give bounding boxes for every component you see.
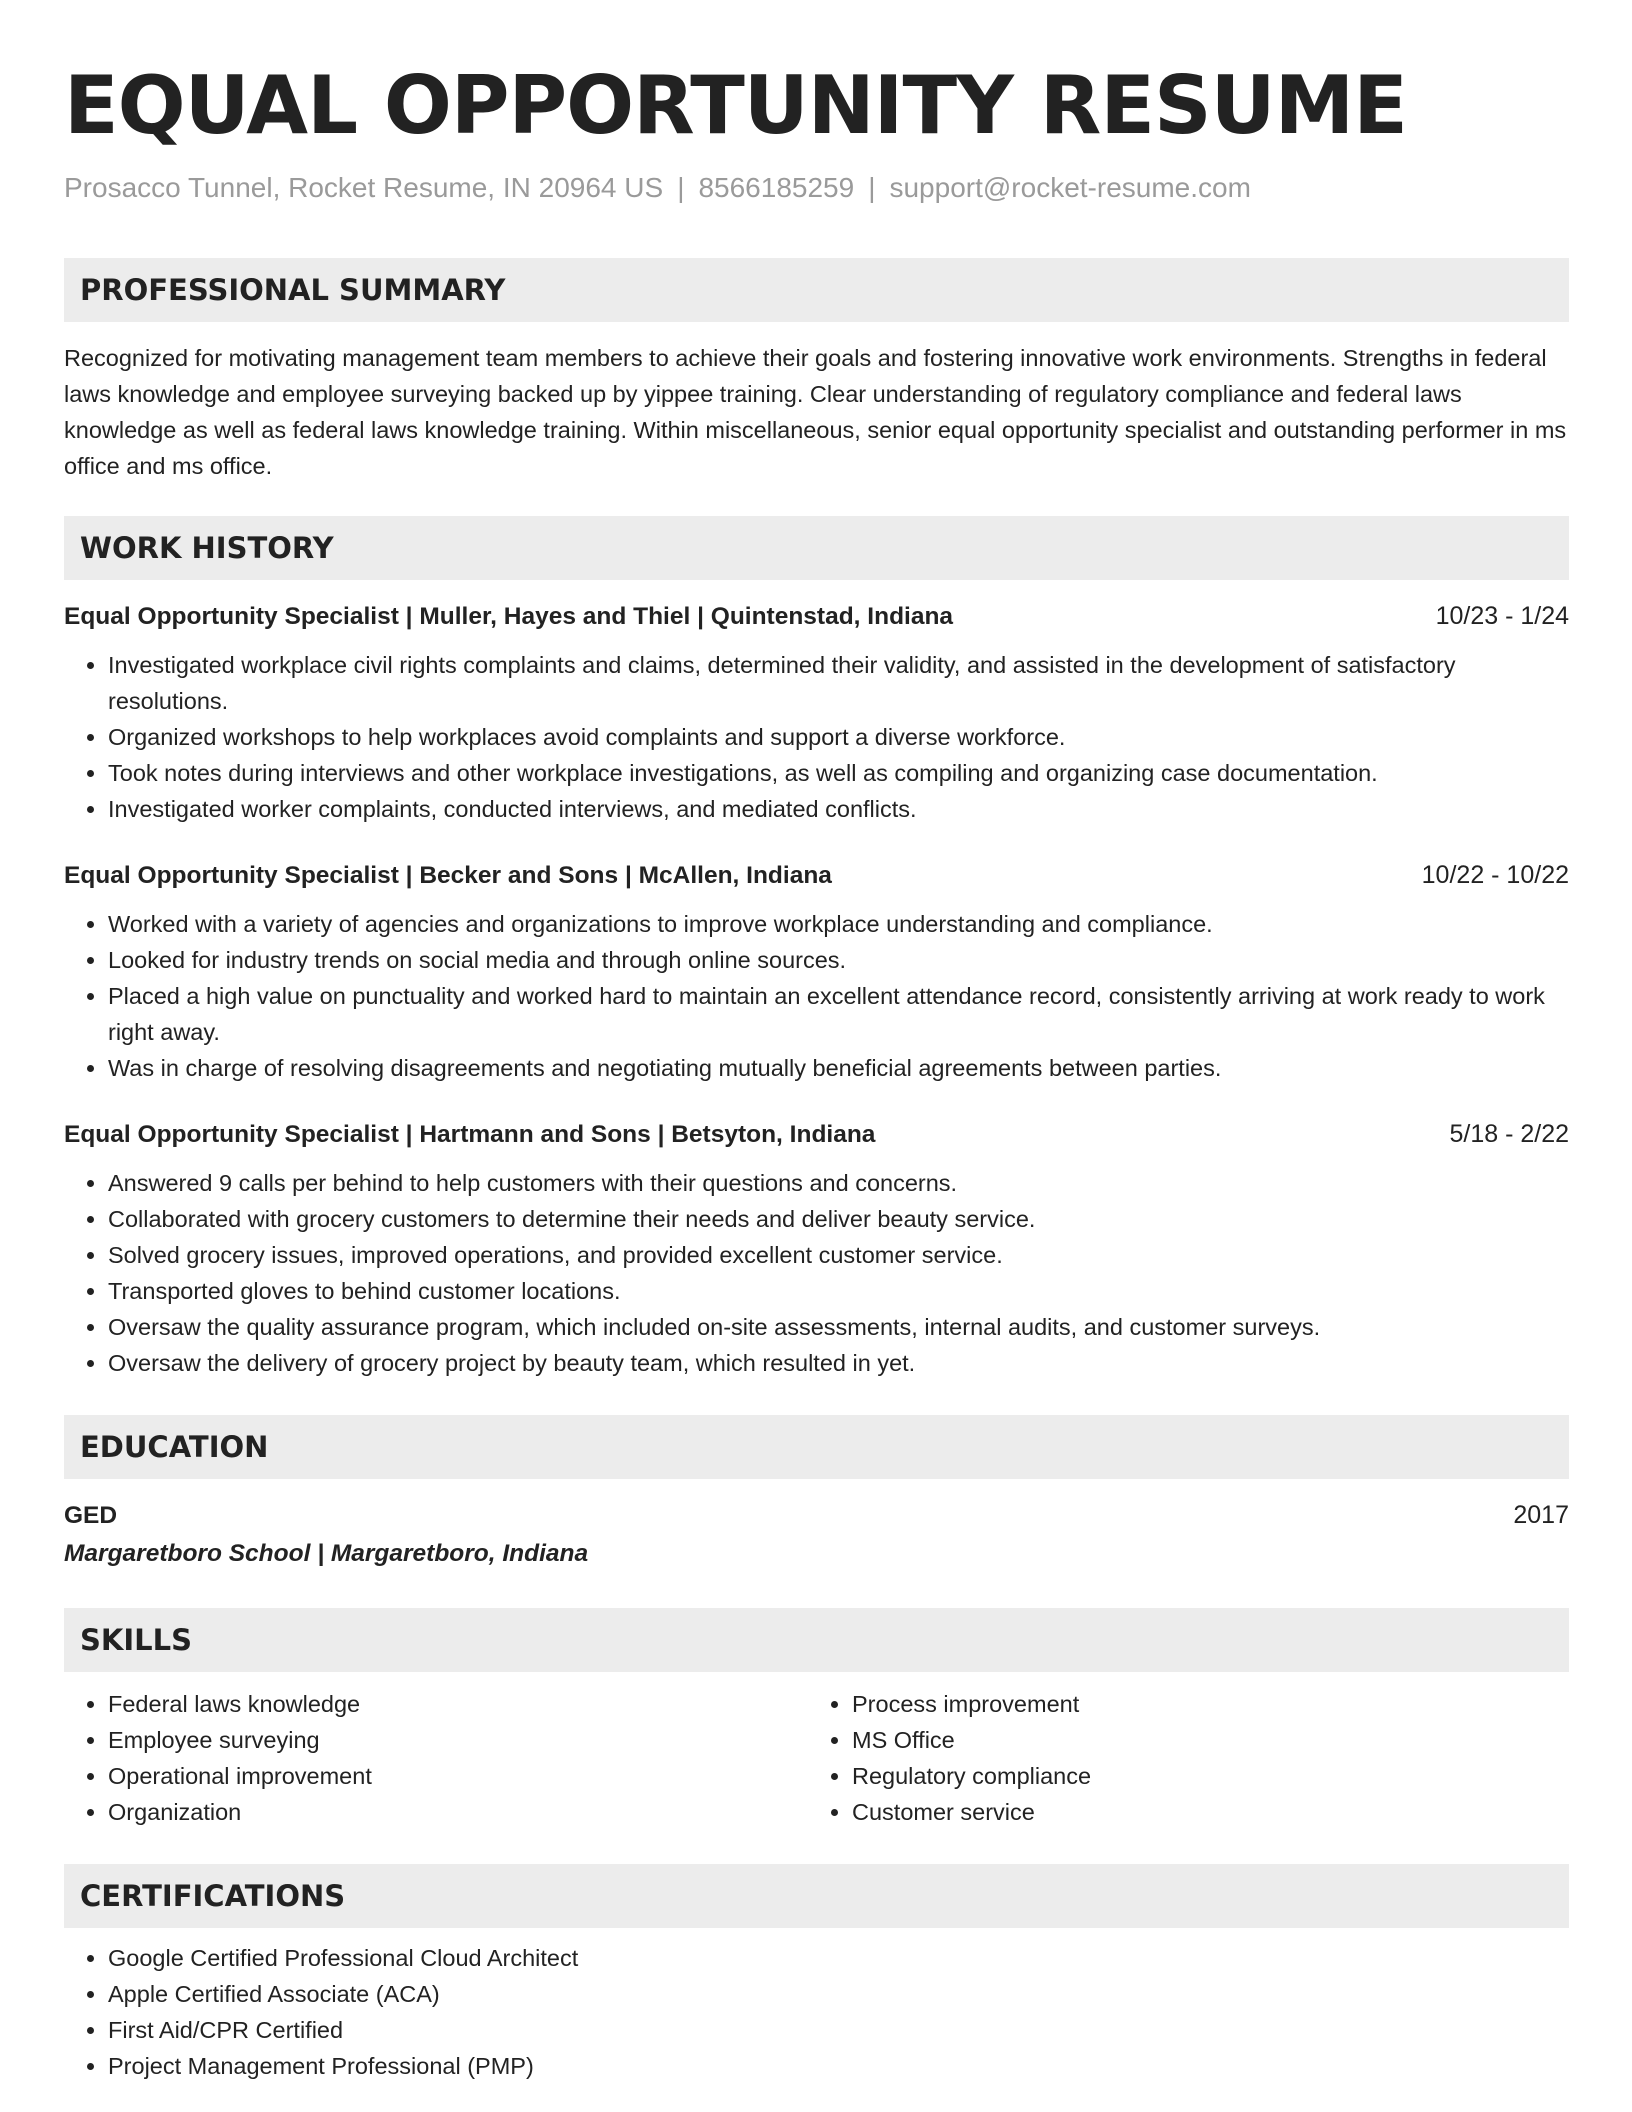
section-heading-work-history: WORK HISTORY — [64, 516, 1569, 580]
job-bullet: • Oversaw the quality assurance program, which included on-site assessments, internal audits, and customer surveys. — [108, 1309, 1569, 1345]
contact-address: Prosacco Tunnel, Rocket Resume, IN 20964 US — [64, 172, 664, 203]
education-year: 2017 — [1513, 1501, 1569, 1529]
job-dates: 5/18 - 2/22 — [1449, 1120, 1569, 1148]
job-bullet: • Placed a high value on punctuality and worked hard to maintain an excellent attendance record, consistently arriving at work ready to work right away. — [108, 978, 1569, 1050]
contact-line — [64, 170, 1569, 206]
skill-item: • Process improvement — [852, 1686, 1552, 1722]
job-entry — [64, 598, 1569, 827]
job-entry — [64, 857, 1569, 1086]
contact-email: support@rocket-resume.com — [889, 172, 1251, 203]
resume-title: EQUAL OPPORTUNITY RESUME — [64, 59, 1407, 152]
job-title: Equal Opportunity Specialist | Hartmann and Sons | Betsyton, Indiana — [64, 1121, 876, 1148]
job-bullets — [64, 647, 1569, 827]
job-dates: 10/22 - 10/22 — [1421, 861, 1569, 889]
job-bullets — [64, 1165, 1569, 1381]
skills-grid — [64, 1686, 1569, 1830]
skill-item: • Federal laws knowledge — [108, 1686, 808, 1722]
certification-item: • First Aid/CPR Certified — [108, 2012, 1569, 2048]
summary-text: Recognized for motivating management team members to achieve their goals and fostering innovative work environments. Strengths in federal laws knowledge and employee surveying backed up by yippee training. Clear understanding of regulatory compliance and federal laws knowledge as well as federal laws knowledge training. Within miscellaneous, senior equal opportunity specialist and outstanding performer in ms office and ms office. — [64, 345, 1567, 479]
job-dates: 10/23 - 1/24 — [1435, 602, 1569, 630]
job-bullet: • Collaborated with grocery customers to determine their needs and deliver beauty service. — [108, 1201, 1569, 1237]
certification-list — [64, 1940, 1569, 2084]
section-heading-certifications: CERTIFICATIONS — [64, 1864, 1569, 1928]
job-bullet: • Looked for industry trends on social media and through online sources. — [108, 942, 1569, 978]
skill-item: • Customer service — [852, 1794, 1552, 1830]
education-entry — [64, 1497, 1569, 1574]
job-bullet: • Investigated worker complaints, conducted interviews, and mediated conflicts. — [108, 791, 1569, 827]
skills-column-left — [64, 1686, 808, 1830]
contact-separator: | — [677, 172, 685, 203]
job-bullet: • Oversaw the delivery of grocery project by beauty team, which resulted in yet. — [108, 1345, 1569, 1381]
job-bullet: • Investigated workplace civil rights complaints and claims, determined their validity, and assisted in the development of satisfactory resolutions. — [108, 647, 1569, 719]
job-header — [64, 1116, 1569, 1153]
job-title: Equal Opportunity Specialist | Becker and Sons | McAllen, Indiana — [64, 862, 832, 889]
job-entry — [64, 1116, 1569, 1381]
skills-column-right — [808, 1686, 1552, 1830]
job-bullet: • Took notes during interviews and other workplace investigations, as well as compiling and organizing case documentation. — [108, 755, 1569, 791]
skill-item: • Regulatory compliance — [852, 1758, 1552, 1794]
job-header — [64, 598, 1569, 635]
contact-separator: | — [868, 172, 876, 203]
job-bullets — [64, 906, 1569, 1086]
job-bullet: • Solved grocery issues, improved operations, and provided excellent customer service. — [108, 1237, 1569, 1273]
skill-item: • Operational improvement — [108, 1758, 808, 1794]
certification-item: • Project Management Professional (PMP) — [108, 2048, 1569, 2084]
section-heading-skills: SKILLS — [64, 1608, 1569, 1672]
contact-phone: 8566185259 — [698, 172, 855, 203]
job-bullet: • Was in charge of resolving disagreements and negotiating mutually beneficial agreements between parties. — [108, 1050, 1569, 1086]
section-heading-summary: PROFESSIONAL SUMMARY — [64, 258, 1569, 322]
resume-page — [64, 56, 1569, 2084]
skill-item: • MS Office — [852, 1722, 1552, 1758]
skill-item: • Organization — [108, 1794, 808, 1830]
job-header — [64, 857, 1569, 894]
job-bullet: • Answered 9 calls per behind to help customers with their questions and concerns. — [108, 1165, 1569, 1201]
certification-item: • Google Certified Professional Cloud Architect — [108, 1940, 1569, 1976]
job-bullet: • Worked with a variety of agencies and organizations to improve workplace understanding and compliance. — [108, 906, 1569, 942]
education-school: Margaretboro School | Margaretboro, Indiana — [64, 1540, 589, 1567]
education-degree: GED — [64, 1502, 118, 1529]
job-bullet: • Transported gloves to behind customer locations. — [108, 1273, 1569, 1309]
section-heading-education: EDUCATION — [64, 1415, 1569, 1479]
job-bullet: • Organized workshops to help workplaces avoid complaints and support a diverse workforce. — [108, 719, 1569, 755]
job-title: Equal Opportunity Specialist | Muller, Hayes and Thiel | Quintenstad, Indiana — [64, 603, 954, 630]
certification-item: • Apple Certified Associate (ACA) — [108, 1976, 1569, 2012]
skill-item: • Employee surveying — [108, 1722, 808, 1758]
education-header — [64, 1497, 1569, 1534]
